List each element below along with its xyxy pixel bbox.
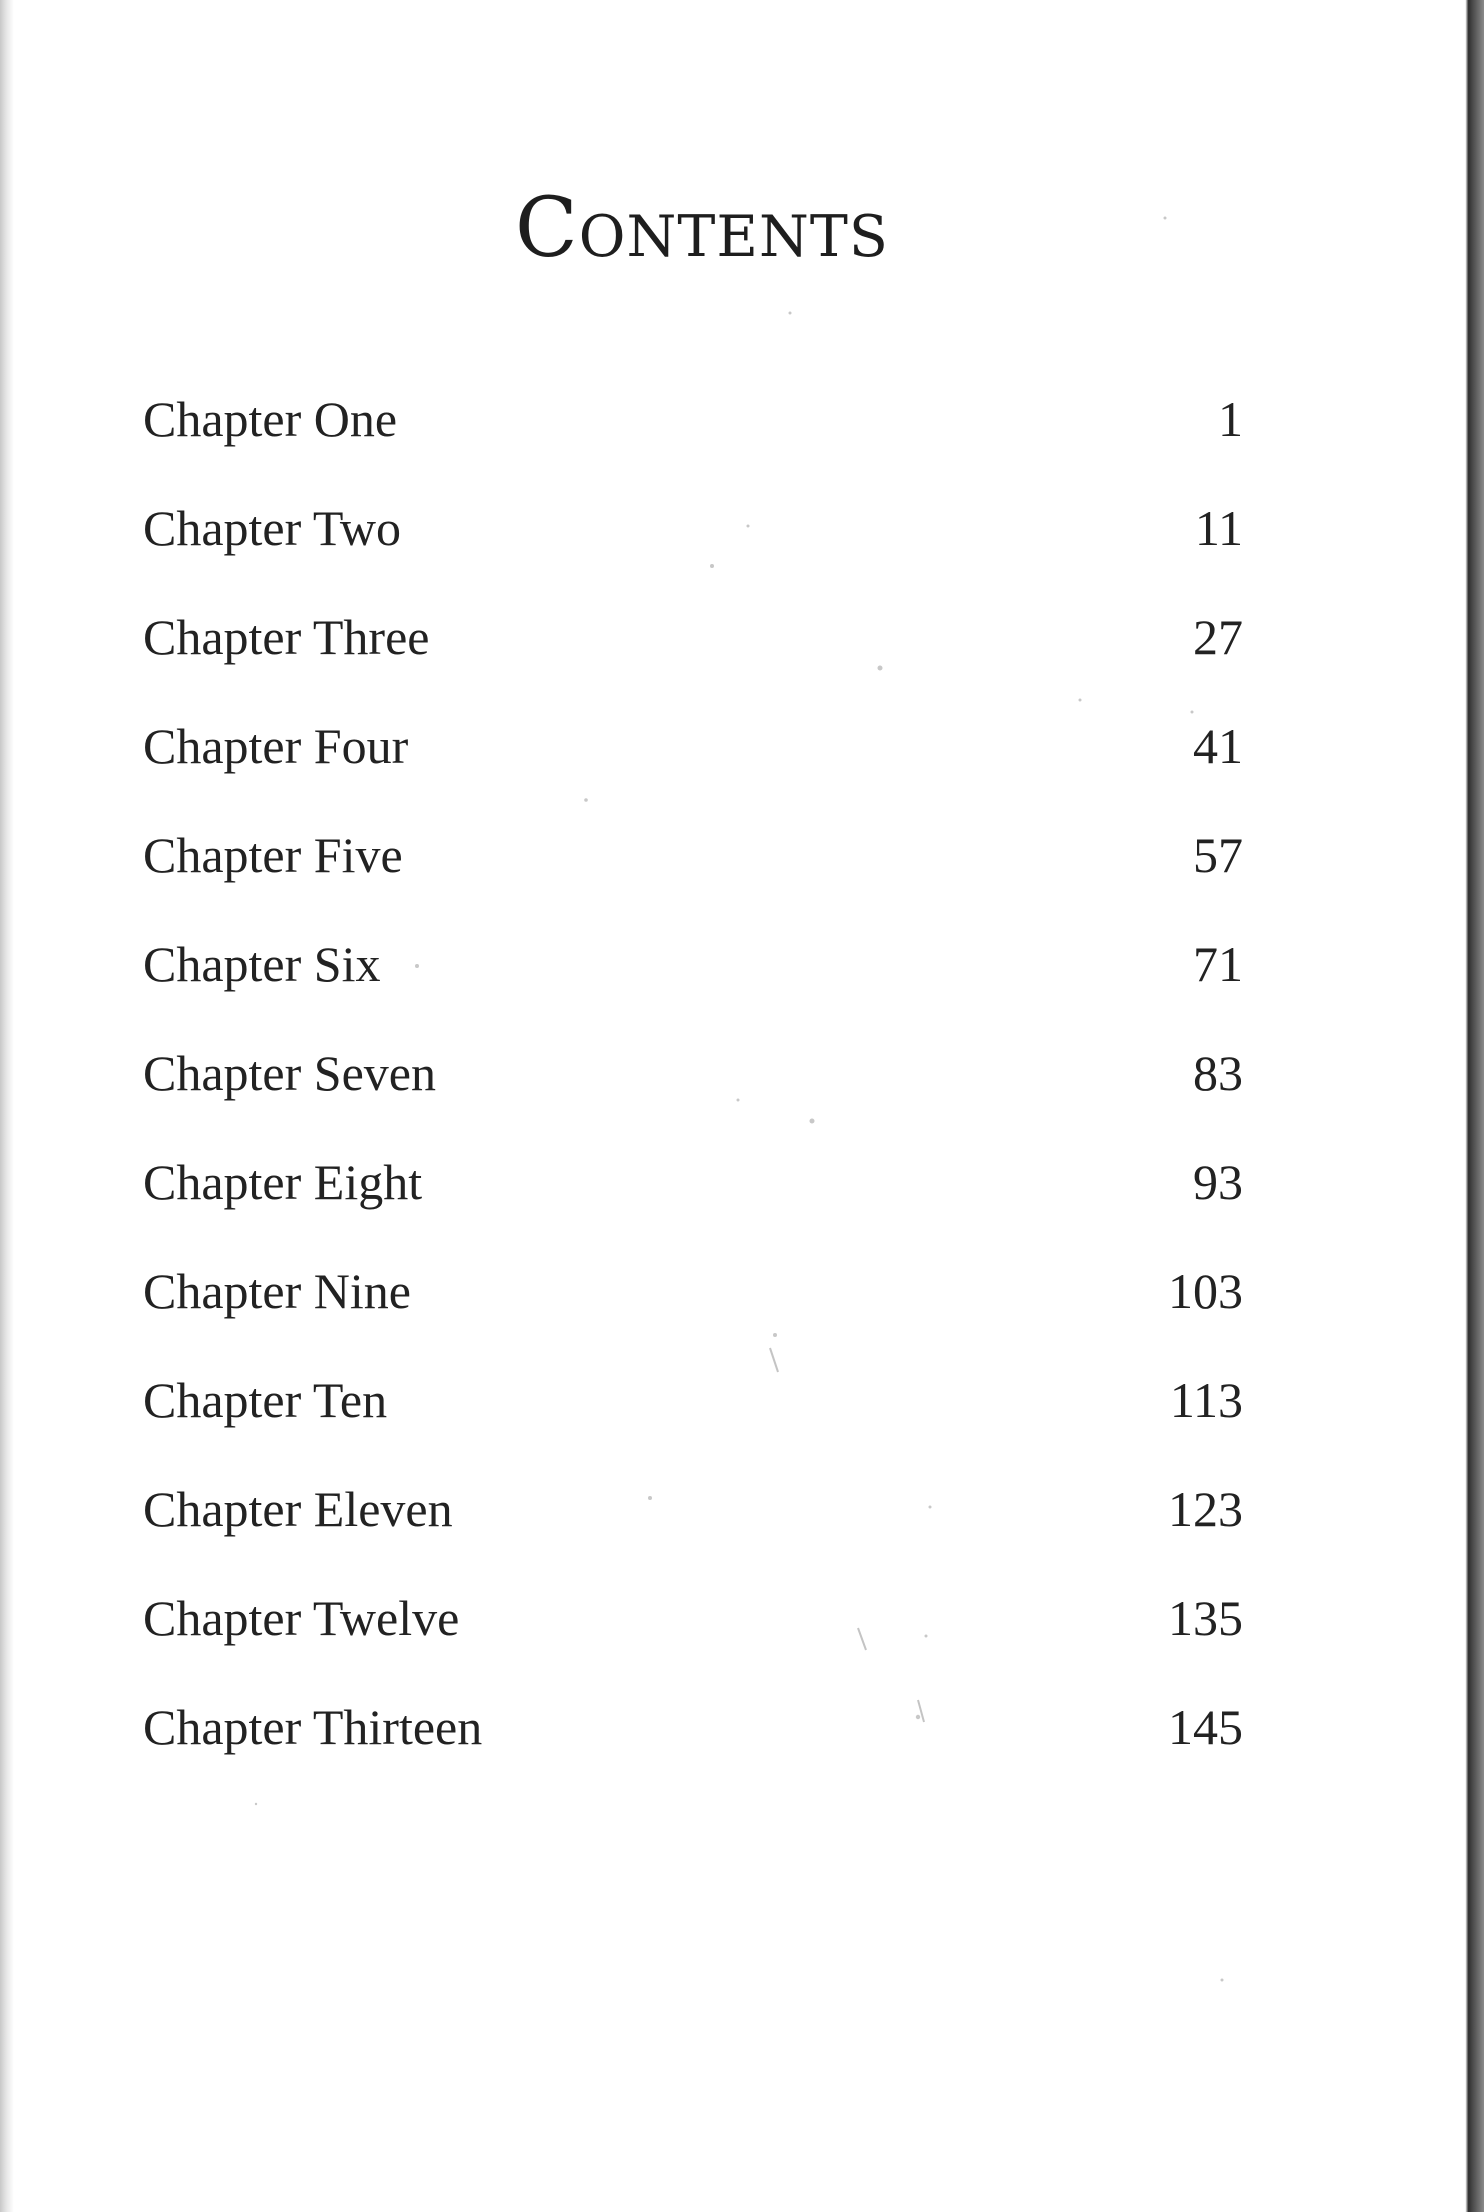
toc-entry [143, 719, 1243, 828]
chapter-title: Chapter Five [143, 827, 403, 883]
chapter-page-number: 71 [1193, 936, 1243, 992]
chapter-title: Chapter Seven [143, 1045, 436, 1101]
table-of-contents [143, 392, 1243, 1809]
page-title: Contents [515, 181, 889, 276]
toc-entry [143, 1046, 1243, 1155]
toc-entry [143, 501, 1243, 610]
chapter-title: Chapter Three [143, 609, 430, 665]
chapter-page-number: 11 [1194, 500, 1243, 556]
chapter-title: Chapter Two [143, 500, 402, 556]
chapter-title: Chapter Ten [143, 1372, 388, 1428]
chapter-title: Chapter Thirteen [143, 1699, 483, 1755]
toc-entry [143, 1700, 1243, 1809]
toc-entry [143, 828, 1243, 937]
chapter-page-number: 27 [1193, 609, 1243, 665]
chapter-page-number: 93 [1193, 1154, 1243, 1210]
toc-entry [143, 1373, 1243, 1482]
chapter-page-number: 1 [1218, 391, 1243, 447]
chapter-page-number: 103 [1168, 1263, 1243, 1319]
toc-entry [143, 937, 1243, 1046]
chapter-page-number: 135 [1168, 1590, 1243, 1646]
chapter-title: Chapter Nine [143, 1263, 411, 1319]
toc-entry [143, 1155, 1243, 1264]
chapter-page-number: 41 [1193, 718, 1243, 774]
chapter-title: Chapter Eight [143, 1154, 423, 1210]
chapter-page-number: 123 [1168, 1481, 1243, 1537]
chapter-title: Chapter One [143, 391, 398, 447]
toc-entry [143, 392, 1243, 501]
chapter-title: Chapter Twelve [143, 1590, 460, 1646]
chapter-title: Chapter Four [143, 718, 409, 774]
toc-entry [143, 610, 1243, 719]
chapter-title: Chapter Six [143, 936, 381, 992]
chapter-page-number: 113 [1169, 1372, 1243, 1428]
toc-entry [143, 1264, 1243, 1373]
chapter-page-number: 83 [1193, 1045, 1243, 1101]
toc-entry [143, 1482, 1243, 1591]
toc-entry [143, 1591, 1243, 1700]
chapter-page-number: 57 [1193, 827, 1243, 883]
chapter-page-number: 145 [1168, 1699, 1243, 1755]
chapter-title: Chapter Eleven [143, 1481, 453, 1537]
